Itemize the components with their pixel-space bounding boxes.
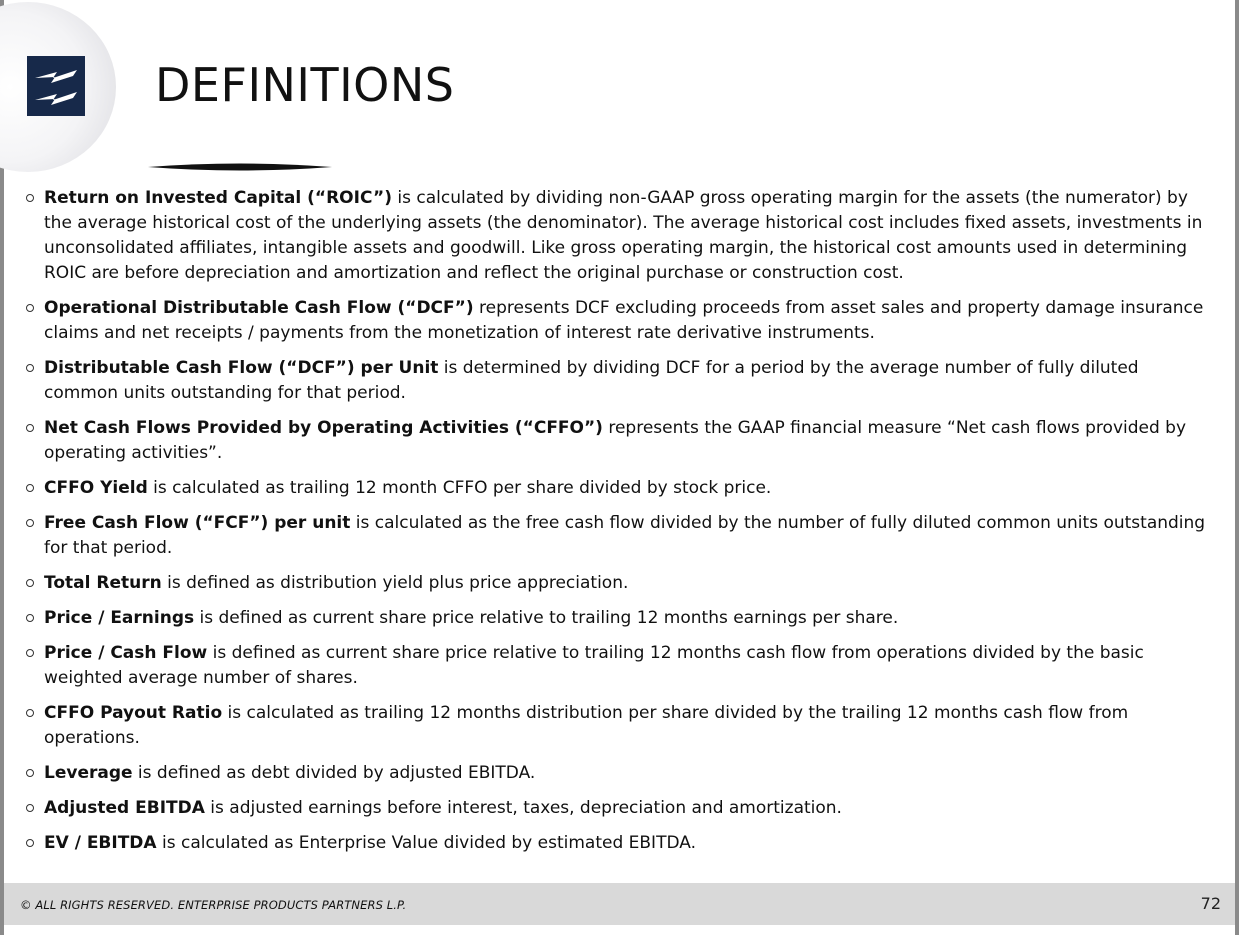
definition-text: is calculated as Enterprise Value divided by estimated EBITDA. (156, 833, 696, 853)
slide-border-right (1235, 0, 1239, 935)
definition-item (22, 296, 1218, 346)
bullet-circle-icon (26, 649, 34, 657)
definition-term: Total Return (44, 573, 162, 593)
definition-term: CFFO Yield (44, 478, 148, 498)
bullet-circle-icon (26, 519, 34, 527)
bullet-circle-icon (26, 424, 34, 432)
definition-term: Distributable Cash Flow (“DCF”) per Unit (44, 358, 439, 378)
definition-text: is calculated by dividing non-GAAP gross operating margin for the assets (the numerator) by the average historical cost of the underlying assets (the denominator). The average historical cost includes fixed assets, investments in unconsolidated affiliates, intangible assets and goodwill. Like gross operating margin, the historical cost amounts used in determining ROIC are before depreciation and amortization and reflect the original purchase or construction cost. (44, 188, 1203, 283)
definition-item (22, 186, 1218, 286)
definition-text: is calculated as the free cash flow divided by the number of fully diluted common units outstanding for that period. (44, 513, 1206, 558)
definition-text: is defined as current share price relative to trailing 12 months cash flow from operations divided by the basic weighted average number of shares. (44, 643, 1144, 688)
definition-text: is defined as distribution yield plus price appreciation. (161, 573, 629, 593)
title-underline (148, 161, 332, 173)
bullet-circle-icon (26, 709, 34, 717)
bullet-circle-icon (26, 194, 34, 202)
bullet-circle-icon (26, 364, 34, 372)
definition-term: EV / EBITDA (44, 833, 157, 853)
bullet-circle-icon (26, 579, 34, 587)
copyright-notice: © ALL RIGHTS RESERVED. ENTERPRISE PRODUCTS PARTNERS L.P. (20, 898, 407, 912)
definition-item (22, 761, 1218, 786)
definition-item (22, 356, 1218, 406)
lightning-bolt-logo-icon (27, 56, 85, 116)
definition-item (22, 641, 1218, 691)
definition-term: Price / Earnings (44, 608, 195, 628)
definition-text: is calculated as trailing 12 months distribution per share divided by the trailing 12 months cash flow from operations. (44, 703, 1129, 748)
definition-term: Adjusted EBITDA (44, 798, 205, 818)
definition-text: is calculated as trailing 12 month CFFO per share divided by stock price. (147, 478, 772, 498)
definitions-list (22, 186, 1218, 866)
bullet-circle-icon (26, 839, 34, 847)
definition-item (22, 571, 1218, 596)
page-number: 72 (1200, 894, 1221, 913)
bullet-circle-icon (26, 769, 34, 777)
definition-item (22, 831, 1218, 856)
definition-text: is defined as debt divided by adjusted EBITDA. (132, 763, 536, 783)
definition-item (22, 701, 1218, 751)
definition-term: Return on Invested Capital (“ROIC”) (44, 188, 392, 208)
definition-term: Operational Distributable Cash Flow (“DCF”) (44, 298, 474, 318)
bullet-circle-icon (26, 804, 34, 812)
definition-item (22, 511, 1218, 561)
definition-item (22, 476, 1218, 501)
definition-text: represents DCF excluding proceeds from asset sales and property damage insurance claims and net receipts / payments from the monetization of interest rate derivative instruments. (44, 298, 1204, 343)
definition-term: Net Cash Flows Provided by Operating Activities (“CFFO”) (44, 418, 603, 438)
definition-item (22, 796, 1218, 821)
definition-item (22, 416, 1218, 466)
bullet-circle-icon (26, 614, 34, 622)
bullet-circle-icon (26, 304, 34, 312)
definition-text: is determined by dividing DCF for a period by the average number of fully diluted common units outstanding for that period. (44, 358, 1139, 403)
definition-term: Price / Cash Flow (44, 643, 208, 663)
definition-term: Leverage (44, 763, 133, 783)
footer-bar (4, 883, 1235, 925)
definition-term: CFFO Payout Ratio (44, 703, 223, 723)
definition-term: Free Cash Flow (“FCF”) per unit (44, 513, 351, 533)
page-title: DEFINITIONS (155, 58, 455, 112)
definition-text: represents the GAAP financial measure “Net cash flows provided by operating activities”. (44, 418, 1187, 463)
definition-item (22, 606, 1218, 631)
definition-text: is adjusted earnings before interest, taxes, depreciation and amortization. (204, 798, 842, 818)
definition-text: is defined as current share price relative to trailing 12 months earnings per share. (194, 608, 899, 628)
bullet-circle-icon (26, 484, 34, 492)
